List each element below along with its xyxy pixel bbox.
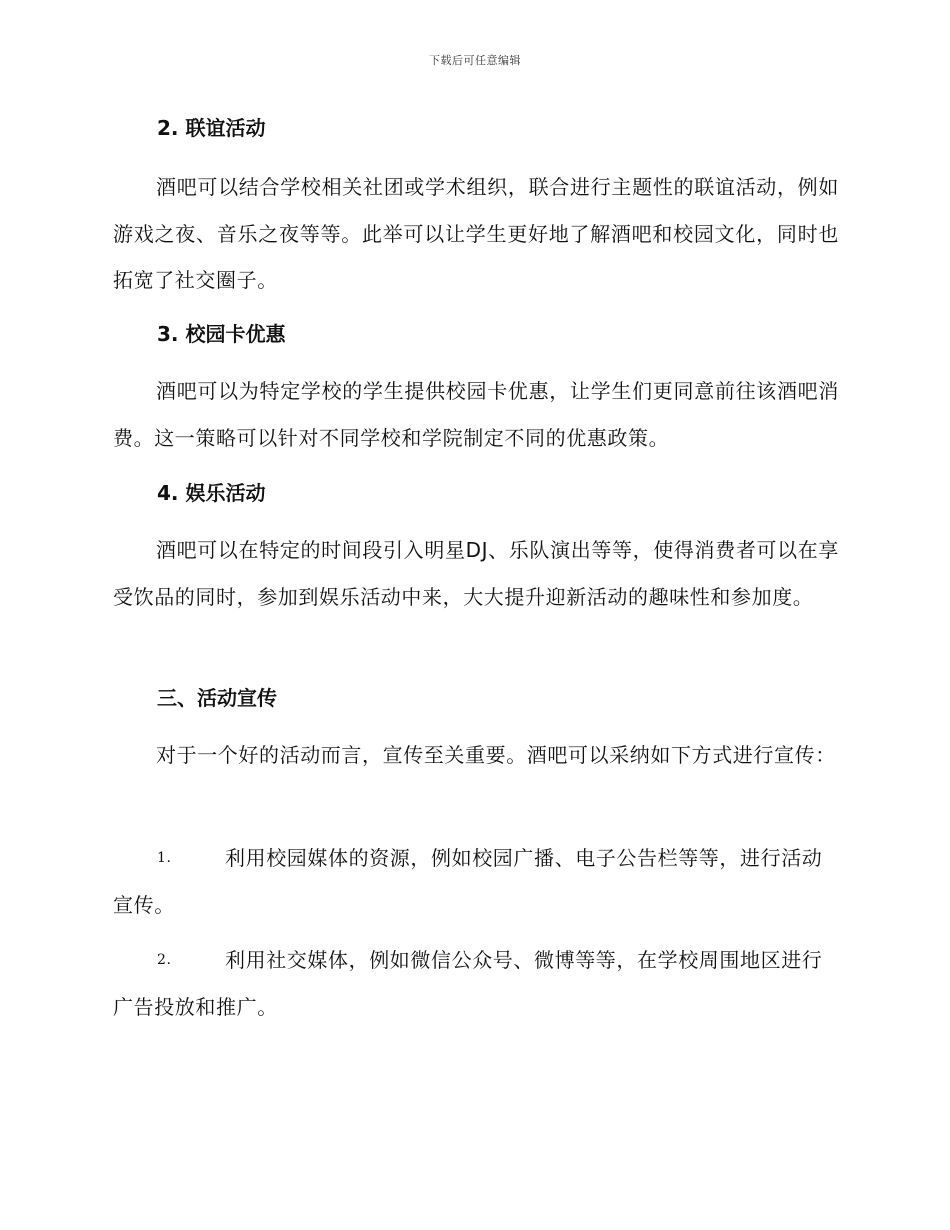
section-heading-promotion: 三、活动宣传 (157, 686, 277, 710)
list-item-text: 利用社交媒体，例如微信公众号、微博等等，在学校周围地区进行广告投放和推广。 (113, 948, 823, 1019)
list-item (113, 937, 839, 1030)
list-item-number: 2. (157, 952, 172, 968)
section-paragraph-social-events: 酒吧可以结合学校相关社团或学术组织，联合进行主题性的联谊活动，例如游戏之夜、音乐之夜等等。此举可以让学生更好地了解酒吧和校园文化，同时也拓宽了社交圈子。 (113, 175, 839, 292)
page-header: 下载后可任意编辑 (429, 54, 521, 67)
list-item-number: 1. (157, 850, 172, 866)
section-paragraph-promotion: 对于一个好的活动而言，宣传至关重要。酒吧可以采纳如下方式进行宣传： (156, 743, 836, 767)
list-item (113, 835, 839, 928)
section-heading-entertainment: 4. 娱乐活动 (157, 481, 266, 505)
section-heading-social-events: 2. 联谊活动 (157, 116, 266, 140)
section-paragraph-entertainment: 酒吧可以在特定的时间段引入明星DJ、乐队演出等等，使得消费者可以在享受饮品的同时，参加到娱乐活动中来，大大提升迎新活动的趣味性和参加度。 (113, 538, 839, 609)
section-paragraph-campus-card: 酒吧可以为特定学校的学生提供校园卡优惠，让学生们更同意前往该酒吧消费。这一策略可以针对不同学校和学院制定不同的优惠政策。 (113, 379, 839, 450)
section-heading-campus-card: 3. 校园卡优惠 (157, 322, 286, 346)
list-item-text: 利用校园媒体的资源，例如校园广播、电子公告栏等等，进行活动宣传。 (113, 846, 823, 917)
